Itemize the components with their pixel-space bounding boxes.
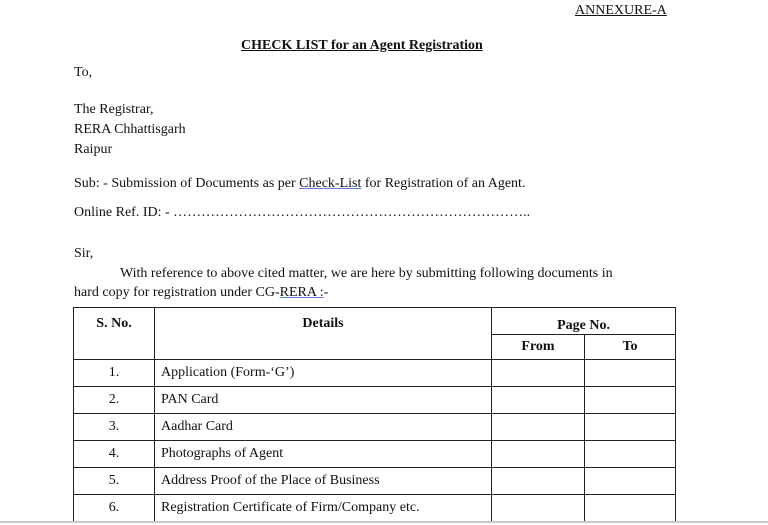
table-row xyxy=(74,441,676,468)
paragraph-line-2-prefix: hard copy for registration under CG- xyxy=(74,285,280,300)
row-from-cell[interactable] xyxy=(492,495,585,522)
subject-checklist-link: Check-List xyxy=(299,176,362,191)
header-to: To xyxy=(585,335,676,360)
row-to-cell[interactable] xyxy=(585,495,676,522)
document-title: CHECK LIST for an Agent Registration xyxy=(241,38,483,53)
row-from-cell[interactable] xyxy=(492,360,585,387)
table-row xyxy=(74,468,676,495)
table-header-row xyxy=(74,308,676,335)
online-ref-line: Online Ref. ID: - ………………………………………………………………….. xyxy=(74,205,531,220)
address-line-3: Raipur xyxy=(74,142,113,157)
address-line-1: The Registrar, xyxy=(74,102,154,117)
to-line: To, xyxy=(74,65,93,80)
checklist-table xyxy=(73,307,676,522)
row-detail: Aadhar Card xyxy=(155,414,492,441)
row-detail: Registration Certificate of Firm/Company etc. xyxy=(155,495,492,522)
recipient-address xyxy=(74,100,186,160)
paragraph-line-2 xyxy=(74,283,613,302)
row-number: 1. xyxy=(74,360,155,387)
page-edge-divider xyxy=(0,521,768,523)
subject-line xyxy=(74,176,525,192)
row-number: 3. xyxy=(74,414,155,441)
row-to-cell[interactable] xyxy=(585,468,676,495)
row-from-cell[interactable] xyxy=(492,441,585,468)
row-detail: Address Proof of the Place of Business xyxy=(155,468,492,495)
paragraph-line-2-suffix: - xyxy=(323,285,329,300)
row-number: 4. xyxy=(74,441,155,468)
subject-suffix: for Registration of an Agent. xyxy=(361,176,526,191)
row-detail: Application (Form-‘G’) xyxy=(155,360,492,387)
rera-link: RERA : xyxy=(279,285,324,300)
table-row xyxy=(74,360,676,387)
salutation: Sir, xyxy=(74,246,94,261)
table-row xyxy=(74,414,676,441)
subject-prefix: Sub: - Submission of Documents as per xyxy=(74,176,300,191)
row-from-cell[interactable] xyxy=(492,414,585,441)
row-to-cell[interactable] xyxy=(585,360,676,387)
row-from-cell[interactable] xyxy=(492,387,585,414)
header-sno: S. No. xyxy=(74,308,155,360)
row-detail: Photographs of Agent xyxy=(155,441,492,468)
row-number: 5. xyxy=(74,468,155,495)
table-row xyxy=(74,387,676,414)
table-row xyxy=(74,495,676,522)
row-number: 2. xyxy=(74,387,155,414)
header-page-no: Page No. xyxy=(492,308,676,335)
row-from-cell[interactable] xyxy=(492,468,585,495)
header-details: Details xyxy=(155,308,492,360)
row-number: 6. xyxy=(74,495,155,522)
row-detail: PAN Card xyxy=(155,387,492,414)
body-paragraph xyxy=(74,264,613,302)
address-line-2: RERA Chhattisgarh xyxy=(74,122,186,137)
paragraph-line-1: With reference to above cited matter, we are here by submitting following documents in xyxy=(120,266,613,281)
row-to-cell[interactable] xyxy=(585,441,676,468)
header-from: From xyxy=(492,335,585,360)
row-to-cell[interactable] xyxy=(585,387,676,414)
annexure-label: ANNEXURE-A xyxy=(575,3,667,18)
row-to-cell[interactable] xyxy=(585,414,676,441)
